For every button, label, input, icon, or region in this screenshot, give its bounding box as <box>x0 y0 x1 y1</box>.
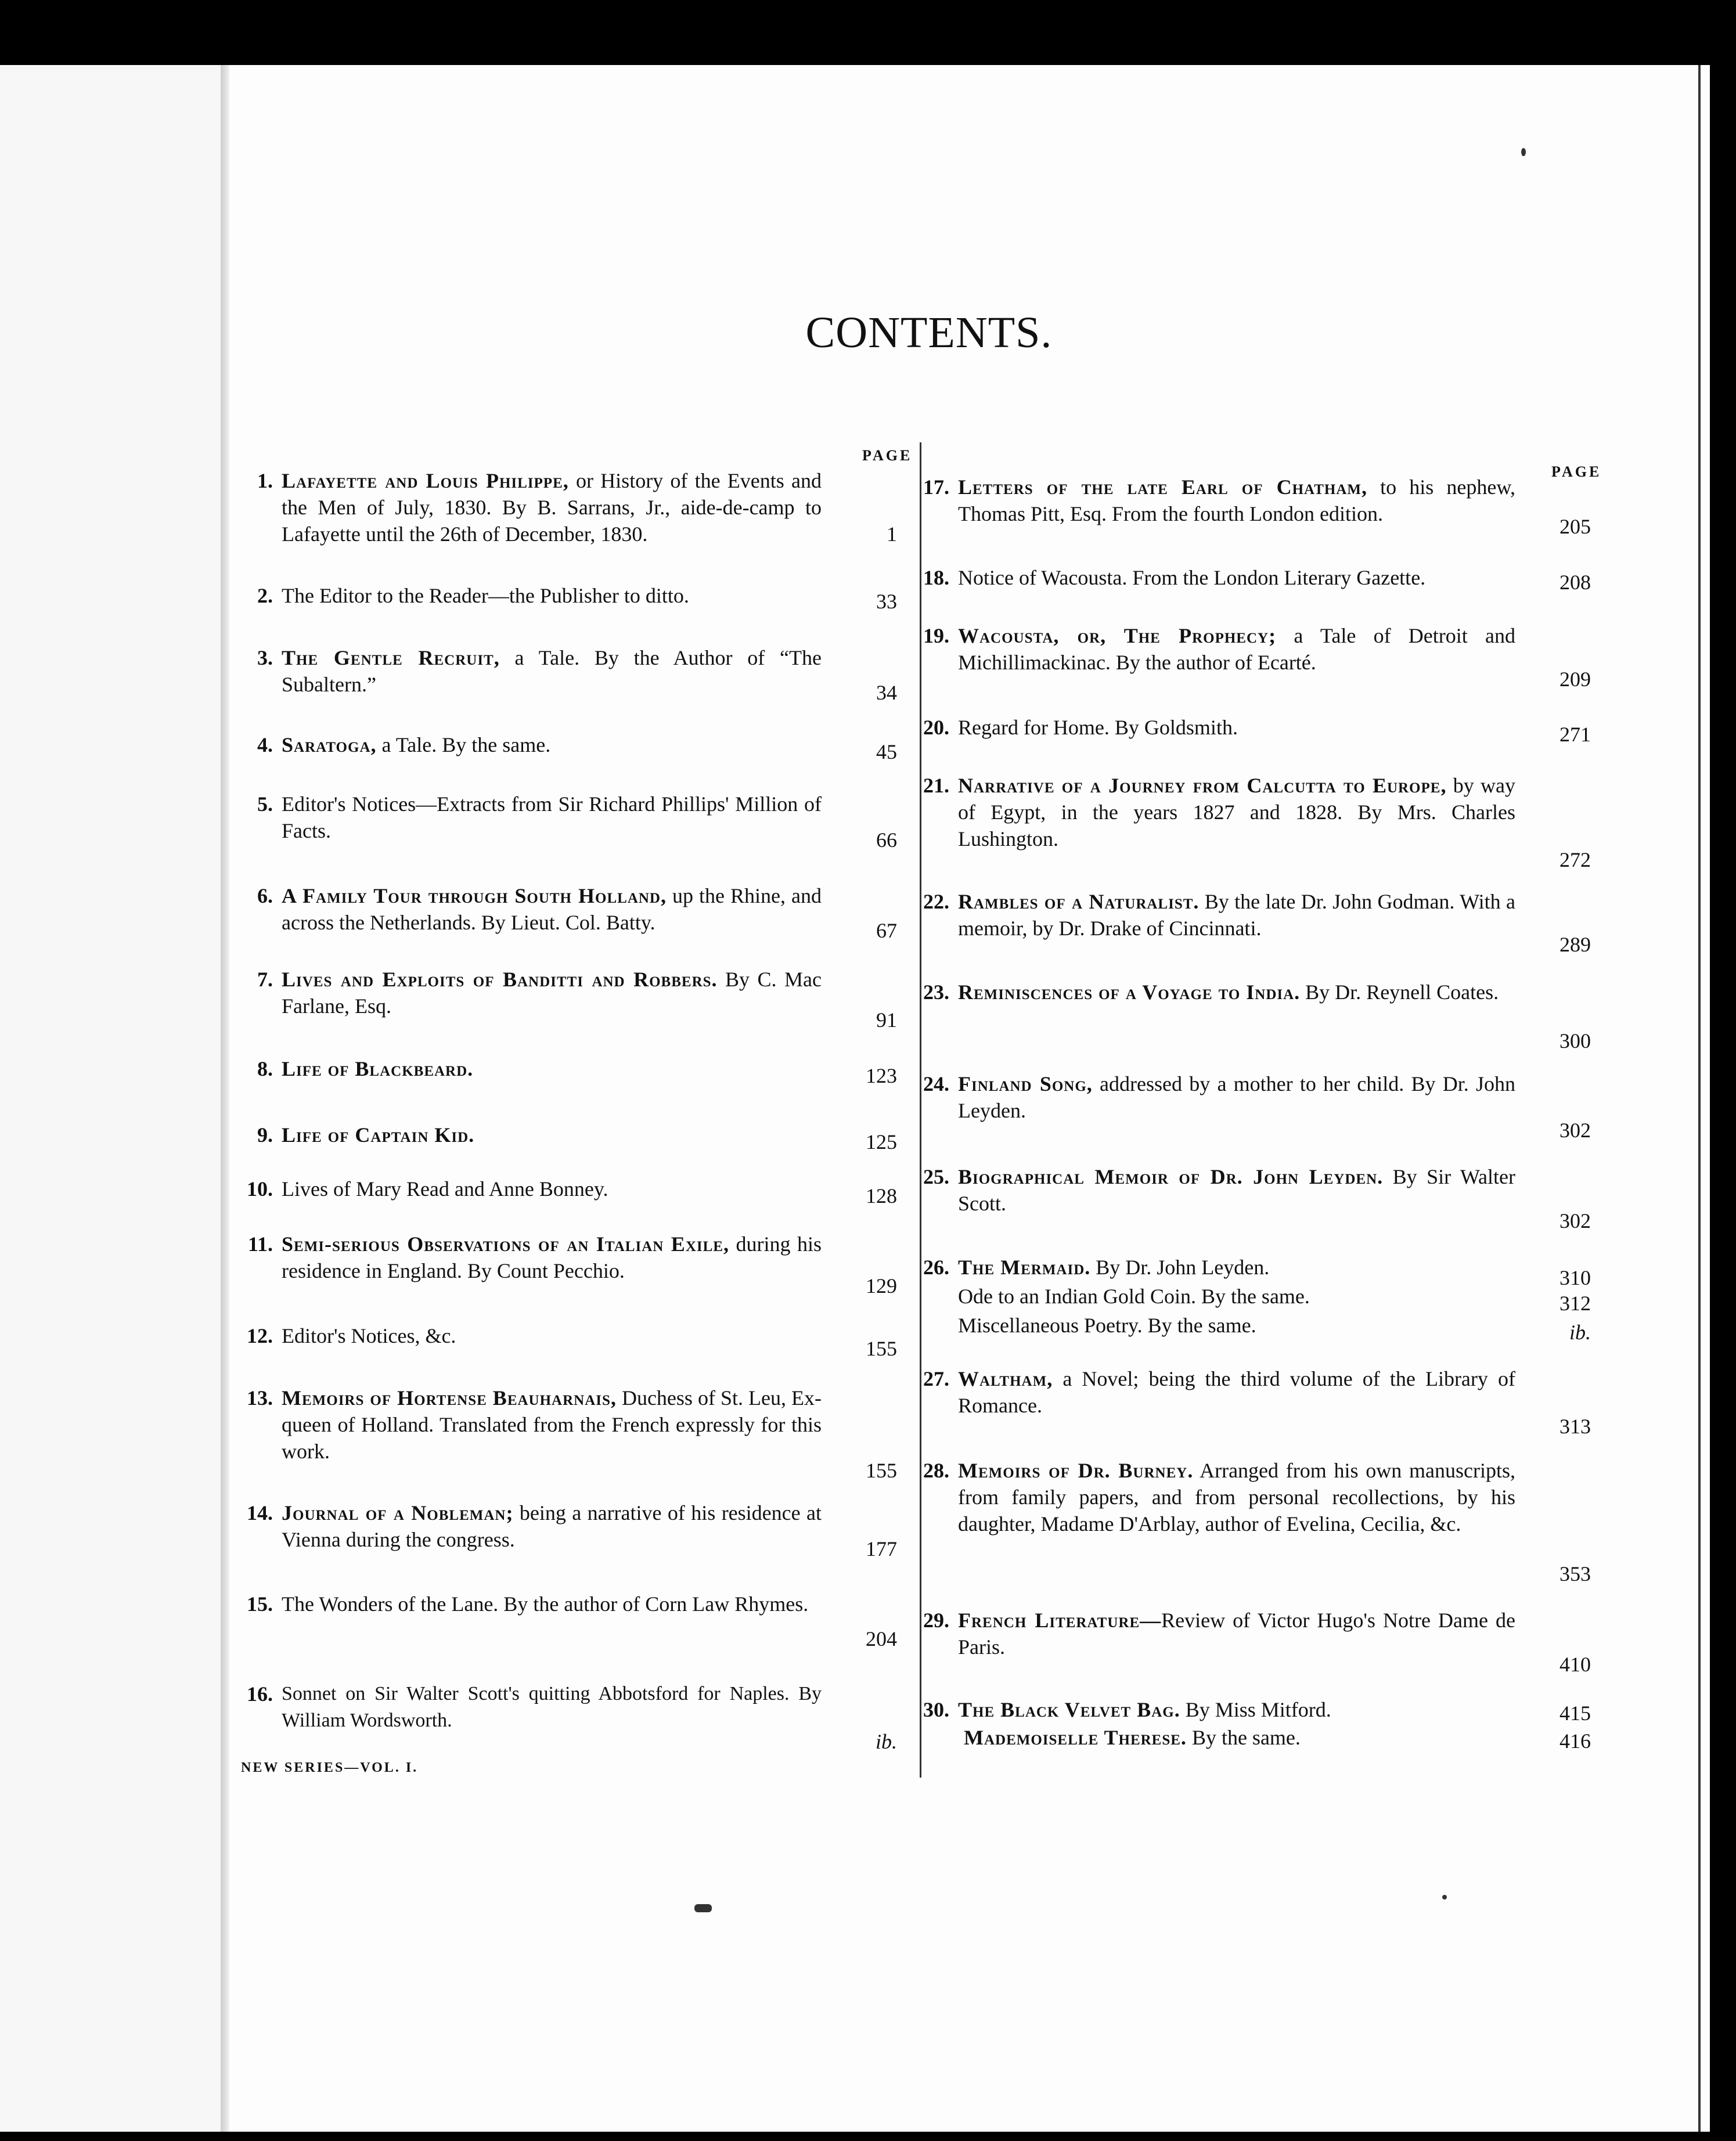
entry-description: up the Rhine, and across the Netherlands. By Lieut. Col. Batty. <box>282 884 822 934</box>
entry-number: 7. <box>257 968 273 991</box>
entry-title: Letters of the late Earl of Chatham, <box>958 475 1368 499</box>
entry-title: French Literature— <box>958 1609 1162 1632</box>
entry-title: Narrative of a Journey from Calcutta to Europe, <box>958 774 1447 797</box>
scan-speck <box>1442 1895 1447 1899</box>
entry-text <box>958 714 1515 741</box>
entry-description: Editor's Notices, &c. <box>282 1324 456 1347</box>
entry-title: The Gentle Recruit, <box>282 646 500 669</box>
entry-page: 310 <box>1559 1266 1591 1289</box>
entry-text <box>282 644 822 698</box>
entry-number: 25. <box>923 1165 949 1188</box>
page-column-heading: PAGE <box>862 447 913 464</box>
entry-page: 45 <box>876 740 897 763</box>
entry-title: Mademoiselle Therese. <box>964 1726 1187 1749</box>
entry-description: Regard for Home. By Goldsmith. <box>958 716 1238 739</box>
entry-page: 208 <box>1559 571 1591 594</box>
entry-number: 1. <box>257 469 273 492</box>
left-page-blank <box>0 65 221 2132</box>
entry-description: By Dr. Reynell Coates. <box>1300 981 1499 1004</box>
entry-number: 30. <box>923 1698 949 1721</box>
entry-page: 128 <box>866 1184 897 1208</box>
entry-number: 9. <box>257 1123 273 1147</box>
entry-number: 18. <box>923 566 949 589</box>
entry-text <box>958 474 1515 527</box>
entry-number: 5. <box>257 792 273 816</box>
entry-description: during his residence in England. By Count Pecchio. <box>282 1232 822 1282</box>
entry-description: a Novel; being the third volume of the Library of Romance. <box>958 1367 1515 1417</box>
entry-description: a Tale of Detroit and Michillimackinac. By the author of Ecarté. <box>958 624 1515 674</box>
entry-number: 6. <box>257 884 273 907</box>
entry-description: addressed by a mother to her child. By Dr. John Leyden. <box>958 1072 1515 1122</box>
entry-text <box>282 582 822 609</box>
entry-number: 20. <box>923 716 949 739</box>
entry-description: Review of Victor Hugo's Notre Dame de Paris. <box>958 1609 1515 1659</box>
entry-page: 66 <box>876 828 897 852</box>
page-edge-rule <box>1698 65 1701 2132</box>
entry-page: 67 <box>876 919 897 942</box>
entry-text <box>282 882 822 936</box>
entry-text <box>958 1163 1515 1217</box>
entry-title: Journal of a Nobleman; <box>282 1501 514 1524</box>
entry-text <box>964 1724 1515 1751</box>
entry-title: Semi-serious Observations of an Italian Exile, <box>282 1232 729 1256</box>
entry-title: Memoirs of Dr. Burney. <box>958 1459 1194 1482</box>
entry-text <box>282 1385 822 1465</box>
scan-speck <box>1521 148 1526 156</box>
entry-number: 12. <box>247 1324 273 1347</box>
entry-description: By Sir Walter Scott. <box>958 1165 1516 1215</box>
book-gutter <box>221 65 229 2132</box>
entry-text <box>282 1500 822 1553</box>
entry-page: 34 <box>876 681 897 704</box>
entry-page: 410 <box>1559 1653 1591 1676</box>
series-volume-footer: NEW SERIES—VOL. I. <box>241 1760 419 1775</box>
entry-text <box>282 1231 822 1284</box>
entry-title: Finland Song, <box>958 1072 1093 1095</box>
entry-number: 14. <box>247 1501 273 1524</box>
entry-number: 13. <box>247 1386 273 1410</box>
entry-title: Wacousta, or, The Prophecy; <box>958 624 1277 647</box>
entry-page: ib. <box>875 1730 897 1753</box>
entry-description: Sonnet on Sir Walter Scott's quitting Abbotsford for Naples. By William Wordsworth. <box>282 1683 822 1731</box>
entry-text <box>958 1070 1515 1124</box>
entry-number: 11. <box>247 1232 273 1256</box>
entry-page: 123 <box>866 1064 897 1087</box>
entry-page: 155 <box>866 1337 897 1360</box>
entry-page: 353 <box>1559 1562 1591 1585</box>
entry-description: By the late Dr. John Godman. With a memoir, by Dr. Drake of Cincinnati. <box>958 890 1515 940</box>
entry-number: 27. <box>923 1367 949 1390</box>
entry-page: 205 <box>1559 515 1591 538</box>
entry-description: By the same. <box>1186 1726 1301 1749</box>
entry-title: Life of Blackbeard. <box>282 1057 474 1080</box>
entry-text <box>282 1322 822 1349</box>
entry-description: being a narrative of his residence at Vienna during the congress. <box>282 1501 822 1551</box>
entry-page: 204 <box>866 1627 897 1650</box>
entry-text <box>282 966 822 1019</box>
entry-title: The Mermaid. <box>958 1256 1091 1279</box>
entry-text <box>958 1457 1515 1537</box>
entry-description: Arranged from his own manuscripts, from family papers, and from personal recollections, by his daughter, Madame D'Arblay, author of Evelina, Cecilia, &c. <box>958 1459 1516 1536</box>
entry-page: 302 <box>1559 1209 1591 1232</box>
entry-text <box>282 1591 822 1617</box>
contents-column-right <box>906 0 1602 2141</box>
entry-text <box>282 731 822 758</box>
entry-title: Memoirs of Hortense Beauharnais, <box>282 1386 617 1410</box>
entry-page: 177 <box>866 1537 897 1560</box>
entry-page: 1 <box>887 522 897 546</box>
entry-number: 29. <box>923 1609 949 1632</box>
entry-page: 415 <box>1559 1702 1591 1725</box>
entry-text <box>282 1176 822 1202</box>
entry-number: 10. <box>247 1177 273 1201</box>
entry-number: 26. <box>923 1256 949 1279</box>
entry-page: 33 <box>876 590 897 613</box>
entry-title: Biographical Memoir of Dr. John Leyden. <box>958 1165 1384 1188</box>
entry-text <box>958 1254 1515 1281</box>
entry-title: A Family Tour through South Holland, <box>282 884 667 907</box>
page-title: CONTENTS. <box>805 308 1053 357</box>
entry-number: 24. <box>923 1072 949 1095</box>
entry-description: Notice of Wacousta. From the London Literary Gazette. <box>958 566 1426 589</box>
entry-page: ib. <box>1569 1321 1591 1344</box>
entry-title: Saratoga, <box>282 733 377 756</box>
entry-page: 155 <box>866 1459 897 1482</box>
entry-text <box>958 1365 1515 1419</box>
entry-description: By Miss Mitford. <box>1180 1698 1331 1721</box>
entry-page: 302 <box>1559 1119 1591 1142</box>
entry-number: 8. <box>257 1057 273 1080</box>
entry-title: Lives and Exploits of Banditti and Robbers. <box>282 968 718 991</box>
entry-text <box>958 772 1515 852</box>
entry-text <box>958 1696 1515 1723</box>
entry-number: 15. <box>247 1592 273 1616</box>
entry-number: 2. <box>257 584 273 607</box>
entry-title: Lafayette and Louis Philippe, <box>282 469 569 492</box>
entry-description: Duchess of St. Leu, Ex-queen of Holland. Translated from the French expressly for this work. <box>282 1386 822 1463</box>
entry-page: 313 <box>1559 1415 1591 1438</box>
entry-title: Life of Captain Kid. <box>282 1123 475 1147</box>
entry-page: 91 <box>876 1008 897 1032</box>
entry-text <box>282 791 822 844</box>
entry-number: 21. <box>923 774 949 797</box>
entry-page: 271 <box>1559 723 1591 746</box>
entry-text <box>958 1283 1515 1310</box>
entry-number: 22. <box>923 890 949 913</box>
entry-number: 16. <box>247 1682 273 1706</box>
page-column-heading: PAGE <box>1551 463 1602 480</box>
entry-description: by way of Egypt, in the years 1827 and 1828. By Mrs. Charles Lushington. <box>958 774 1515 850</box>
entry-page: 416 <box>1559 1729 1591 1753</box>
entry-text <box>958 1607 1515 1660</box>
entry-description: a Tale. By the Author of “The Subaltern.” <box>282 646 822 696</box>
entry-text <box>282 467 822 547</box>
entry-number: 3. <box>257 646 273 669</box>
entry-text <box>958 979 1515 1005</box>
entry-page: 300 <box>1559 1029 1591 1053</box>
entry-description: or History of the Events and the Men of July, 1830. By B. Sarrans, Jr., aide-de-camp to Lafayette until the 26th of December, 1830. <box>282 469 822 546</box>
entry-number: 23. <box>923 981 949 1004</box>
entry-title: Rambles of a Naturalist. <box>958 890 1200 913</box>
entry-description: Lives of Mary Read and Anne Bonney. <box>282 1177 608 1201</box>
entry-text <box>958 622 1515 676</box>
contents-column-left <box>229 0 913 2141</box>
entry-number: 17. <box>923 475 949 499</box>
entry-description: The Editor to the Reader—the Publisher to ditto. <box>282 584 689 607</box>
entry-title: The Black Velvet Bag. <box>958 1698 1180 1721</box>
entry-page: 125 <box>866 1130 897 1154</box>
entry-number: 28. <box>923 1459 949 1482</box>
entry-text <box>958 1312 1515 1339</box>
entry-description: Miscellaneous Poetry. By the same. <box>958 1314 1256 1337</box>
entry-page: 289 <box>1559 933 1591 956</box>
entry-number: 19. <box>923 624 949 647</box>
entry-text <box>282 1681 822 1734</box>
entry-number: 4. <box>257 733 273 756</box>
entry-page: 129 <box>866 1274 897 1297</box>
entry-text <box>282 1055 822 1082</box>
scan-speck <box>694 1904 712 1912</box>
entry-text <box>282 1122 822 1148</box>
entry-page: 272 <box>1559 848 1591 871</box>
entry-title: Reminiscences of a Voyage to India. <box>958 981 1301 1004</box>
entry-page: 312 <box>1559 1292 1591 1315</box>
entry-description: The Wonders of the Lane. By the author of Corn Law Rhymes. <box>282 1592 809 1616</box>
entry-description: a Tale. By the same. <box>376 733 551 756</box>
entry-description: Ode to an Indian Gold Coin. By the same. <box>958 1285 1310 1308</box>
entry-description: By Dr. John Leyden. <box>1090 1256 1270 1279</box>
entry-description: to his nephew, Thomas Pitt, Esq. From the fourth London edition. <box>958 475 1515 525</box>
entry-title: Waltham, <box>958 1367 1053 1390</box>
entry-description: Editor's Notices—Extracts from Sir Richard Phillips' Million of Facts. <box>282 792 822 842</box>
entry-page: 209 <box>1559 668 1591 691</box>
entry-text <box>958 564 1515 591</box>
entry-description: By C. Mac Farlane, Esq. <box>282 968 822 1018</box>
entry-text <box>958 888 1515 942</box>
